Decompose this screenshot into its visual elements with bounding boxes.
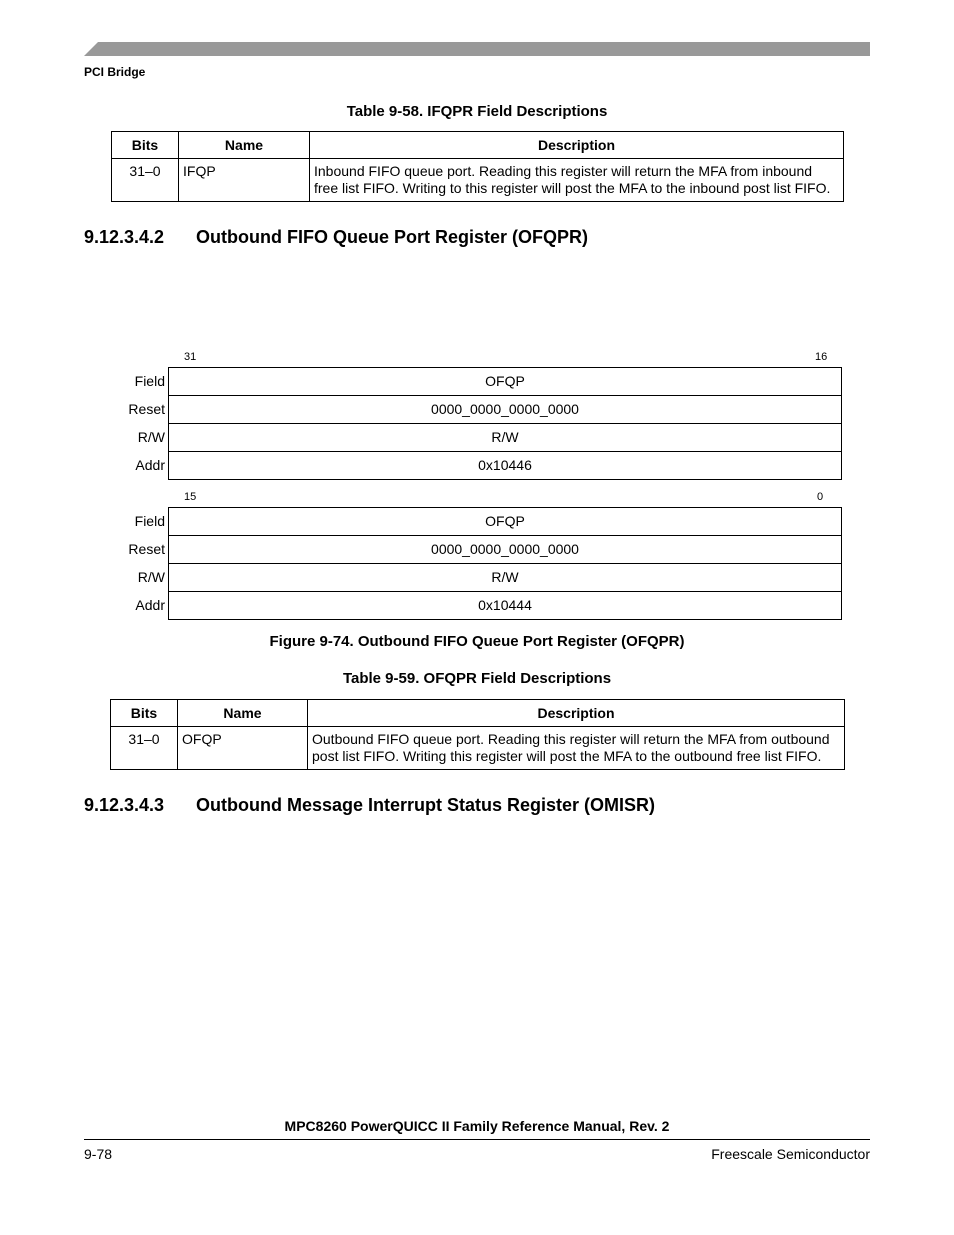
header-bar <box>84 42 870 56</box>
register-lower-box <box>168 507 842 620</box>
register-reset-value: 0000_0000_0000_0000 <box>169 536 841 564</box>
cell-bits: 31–0 <box>112 159 179 202</box>
row-label-addr: Addr <box>135 457 165 473</box>
footer-manual-title: MPC8260 PowerQUICC II Family Reference Manual, Rev. 2 <box>284 1118 670 1134</box>
row-label-addr: Addr <box>135 597 165 613</box>
section-title: Outbound FIFO Queue Port Register (OFQPR) <box>196 227 588 247</box>
figure-caption: Figure 9-74. Outbound FIFO Queue Port Register (OFQPR) <box>269 633 685 650</box>
cell-name: IFQP <box>179 159 310 202</box>
table-59-caption: Table 9-59. OFQPR Field Descriptions <box>342 670 612 687</box>
cell-bits: 31–0 <box>111 727 178 770</box>
section-number: 9.12.3.4.2 <box>84 227 165 247</box>
bit-number-high: 31 <box>184 351 197 363</box>
register-reset-value: 0000_0000_0000_0000 <box>169 396 841 424</box>
column-header-description: Description <box>310 132 844 159</box>
section-heading-omisr <box>84 795 655 816</box>
section-number: 9.12.3.4.3 <box>84 795 165 815</box>
row-label-reset: Reset <box>128 401 165 417</box>
table-59 <box>110 699 845 770</box>
table-58-caption: Table 9-58. IFQPR Field Descriptions <box>346 103 608 120</box>
column-header-name: Name <box>179 132 310 159</box>
section-title: Outbound Message Interrupt Status Register (OMISR) <box>196 795 656 815</box>
column-header-name: Name <box>178 700 308 727</box>
row-label-rw: R/W <box>137 429 165 445</box>
running-header: PCI Bridge <box>84 65 146 79</box>
bit-number-low: 0 <box>817 491 824 503</box>
register-addr-value: 0x10444 <box>478 597 532 613</box>
column-header-bits: Bits <box>111 700 178 727</box>
register-field-value: OFQP <box>169 368 841 396</box>
table-header-row <box>112 132 844 159</box>
column-header-bits: Bits <box>112 132 179 159</box>
row-label-rw: R/W <box>137 569 165 585</box>
row-label-field: Field <box>134 513 165 529</box>
cell-description: Inbound FIFO queue port. Reading this register will return the MFA from inbound free list FIFO. Writing to this register will post the MFA to the inbound post list FIFO. <box>310 159 844 202</box>
footer-company: Freescale Semiconductor <box>711 1146 870 1162</box>
table-58 <box>111 131 844 202</box>
row-label-reset: Reset <box>128 541 165 557</box>
table-header-row <box>111 700 845 727</box>
row-label-field: Field <box>134 373 165 389</box>
table-row <box>111 727 845 770</box>
register-field-value: OFQP <box>169 508 841 536</box>
column-header-description: Description <box>308 700 845 727</box>
bit-number-high: 15 <box>184 491 197 503</box>
footer-divider <box>84 1139 870 1140</box>
register-upper-box <box>168 367 842 480</box>
footer-page-number: 9-78 <box>84 1146 113 1162</box>
table-row <box>112 159 844 202</box>
cell-name: OFQP <box>178 727 308 770</box>
register-rw-value: R/W <box>169 564 841 592</box>
cell-description: Outbound FIFO queue port. Reading this register will return the MFA from outbound post list FIFO. Writing this register will post the MFA to the outbound free list FIFO. <box>308 727 845 770</box>
section-heading-ofqpr <box>84 227 588 248</box>
register-rw-value: R/W <box>169 424 841 452</box>
register-addr-value: 0x10446 <box>478 457 532 473</box>
bit-number-low: 16 <box>815 351 828 363</box>
